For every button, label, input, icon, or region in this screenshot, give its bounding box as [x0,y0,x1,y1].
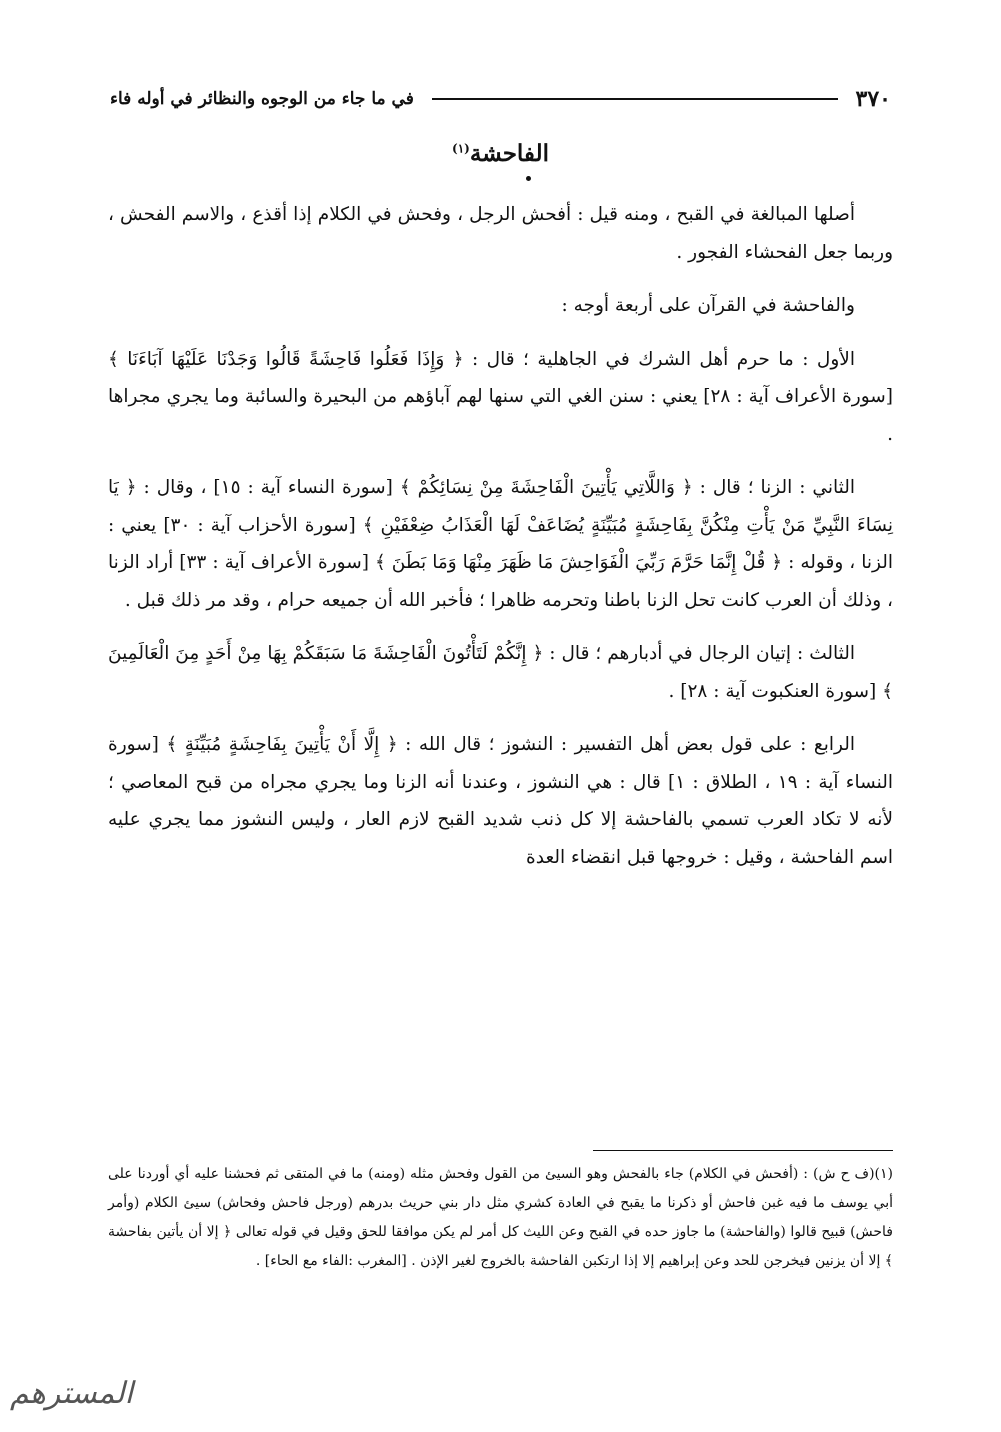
paragraph-intro: أصلها المبالغة في القبح ، ومنه قيل : أفحش الرجل ، وفحش في الكلام إذا أقذع ، والاسم الفحش ، وربما جعل الفحشاء الفجور . [108,204,893,263]
header-rule [432,98,838,100]
running-title: في ما جاء من الوجوه والنظائر في أوله فاء [110,89,414,109]
section-footnote-mark: (١) [452,141,470,156]
footnote: (١)(ف ح ش) : (أفحش في الكلام) جاء بالفحش وهو السيئ من القول وفحش مثله (ومنه) ما في المتقى ثم فحشنا عليه أي أوردنا على أبي يوسف ما فيه غبن فاحش أو ذكرنا ما يقبح في العادة كشري مثل دار بني حريث بدرهم (ورجل فاحش وفحاش) سيئ الكلام (وأمر فاحش) قبيح قالوا (والفاحشة) ما جاوز حده في القبح وعن الليث كل أمر لم يكن موافقا للحق وقيل في قوله تعالى ﴿ إلا أن يأتين بفاحشة ﴾ إلا أن يزنين فيخرجن للحد وعن إبراهيم إلا إذا ارتكبن الفاحشة بالخروج لغير الإذن . [المغرب :الفاء مع الحاء] . [108,1166,893,1269]
body-text [108,196,893,892]
paragraph-fourth: الرابع : على قول بعض أهل التفسير : النشوز ؛ قال الله : ﴿ إِلَّا أَنْ يَأْتِينَ بِفَاحِشَةٍ مُبَيِّنَةٍ ﴾ [سورة النساء آية : ١٩ ، الطلاق : ١] قال : هي النشوز ، وعندنا أنه الزنا وما يجري مجراه من قبح المعاصي ؛ لأنه لا تكاد العرب تسمي بالفاحشة إلا كل ذنب شديد القبح لازم العار ، وليس النشوز مما يجري عليه اسم الفاحشة ، وقيل : خروجها قبل انقضاء العدة [108,734,894,868]
ornament-dot [526,176,531,181]
footnote-rule [593,1150,893,1151]
section-title-text: الفاحشة [469,140,549,167]
paragraph-third: الثالث : إتيان الرجال في أدبارهم ؛ قال : ﴿ إِنَّكُمْ لَتَأْتُونَ الْفَاحِشَةَ مَا سَبَقَكُمْ بِهَا مِنْ أَحَدٍ مِنَ الْعَالَمِينَ ﴾ [سورة العنكبوت آية : ٢٨] . [108,643,893,702]
page-number: ٣٧٠ [855,86,891,112]
paragraph-aspects: والفاحشة في القرآن على أربعة أوجه : [561,295,855,316]
running-header [110,82,891,116]
paragraph-second: الثاني : الزنا ؛ قال : ﴿ وَاللَّاتِي يَأْتِينَ الْفَاحِشَةَ مِنْ نِسَائِكُمْ ﴾ [سورة النساء آية : ١٥] ، وقال : ﴿ يَا نِسَاءَ النَّبِيِّ مَنْ يَأْتِ مِنْكُنَّ بِفَاحِشَةٍ مُبَيِّنَةٍ يُضَاعَفْ لَهَا الْعَذَابُ ضِعْفَيْنِ ﴾ [سورة الأحزاب آية : ٣٠] يعني : الزنا ، وقوله : ﴿ قُلْ إِنَّمَا حَرَّمَ رَبِّيَ الْفَوَاحِشَ مَا ظَهَرَ مِنْهَا وَمَا بَطَنَ ﴾ [سورة الأعراف آية : ٣٣] أراد الزنا ، وذلك أن العرب كانت تحل الزنا باطنا وتحرمه ظاهرا ؛ فأخبر الله أن جميعه حرام ، وقد مر ذلك قبل . [108,477,893,611]
section-title [0,140,1001,167]
watermark-signature: المسترهم [10,1376,133,1411]
paragraph-first: الأول : ما حرم أهل الشرك في الجاهلية ؛ قال : ﴿ وَإِذَا فَعَلُوا فَاحِشَةً قَالُوا وَجَدْنَا عَلَيْهَا آبَاءَنَا ﴾ [سورة الأعراف آية : ٢٨] يعني : سنن الغي التي سنها لهم آباؤهم من البحيرة والسائبة وما يجري مجراها . [108,348,894,445]
